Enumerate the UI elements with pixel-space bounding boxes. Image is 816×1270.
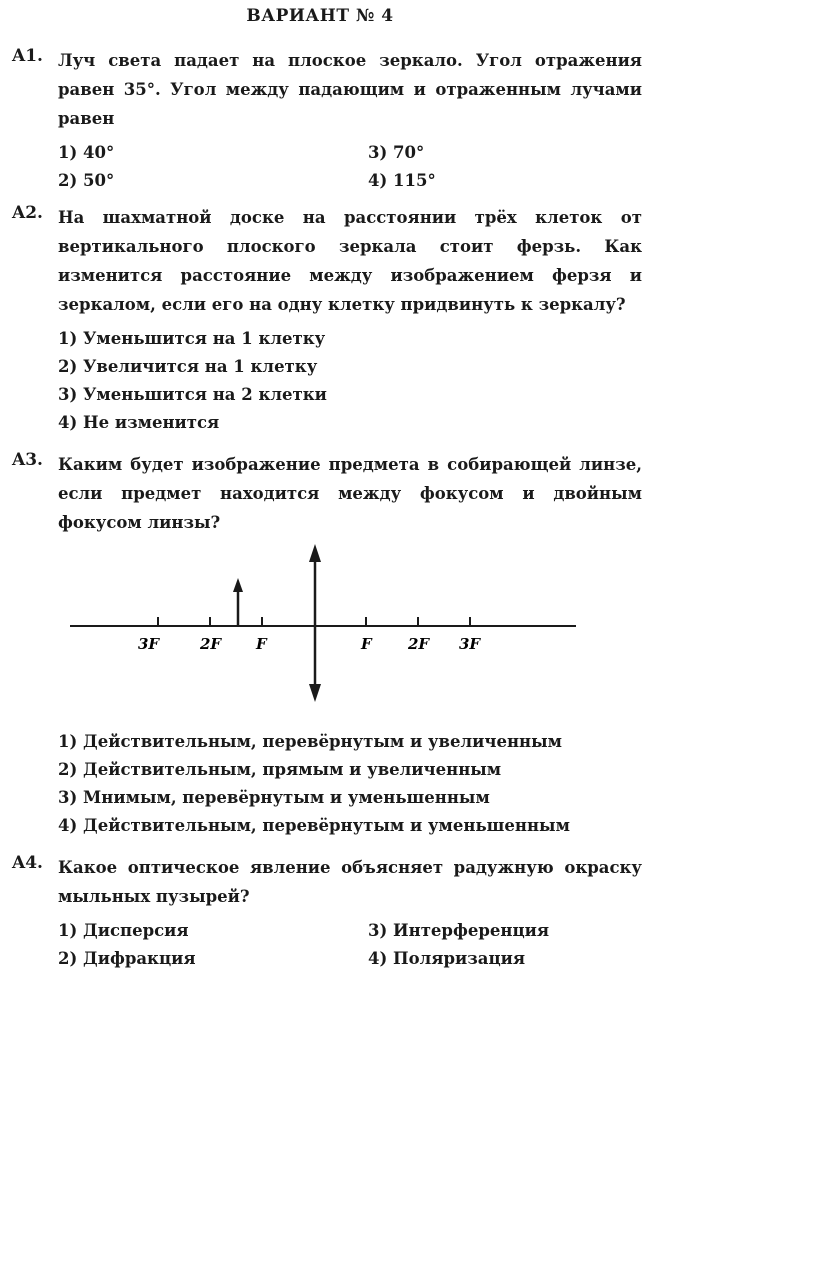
answer-options [58, 325, 642, 437]
answer-option[interactable]: 1) Уменьшится на 1 клетку [58, 329, 326, 348]
answer-option[interactable]: 4) 115° [368, 171, 436, 190]
question-a3 [12, 450, 642, 537]
axis-label: F [361, 635, 372, 653]
question-text: Какое оптическое явление объясняет радужную окраску мыльных пузырей? [58, 858, 642, 906]
question-text: Луч света падает на плоское зеркало. Угол отражения равен 35°. Угол между падающим и отраженным лучами равен [58, 51, 642, 128]
answer-option[interactable]: 1) Действительным, перевёрнутым и увеличенным [58, 732, 562, 751]
answer-options [58, 917, 642, 973]
answer-option[interactable]: 2) Дифракция [58, 949, 196, 968]
question-number: A3. [12, 450, 43, 470]
lens-diagram [0, 540, 640, 710]
variant-title: ВАРИАНТ № 4 [246, 6, 394, 26]
question-a2 [12, 203, 642, 437]
answer-option[interactable]: 1) Дисперсия [58, 921, 189, 940]
axis-label: F [256, 635, 267, 653]
axis-label: 2F [408, 635, 430, 653]
answer-option[interactable]: 4) Действительным, перевёрнутым и уменьшенным [58, 816, 570, 835]
question-text: На шахматной доске на расстоянии трёх клеток от вертикального плоского зеркала стоит ферзь. Как изменится расстояние между изображением ферзя и зеркалом, если его на одну клетку придвинуть к зеркалу? [58, 208, 642, 314]
question-number: A2. [12, 203, 43, 223]
answer-option[interactable]: 1) 40° [58, 143, 115, 162]
question-a4 [12, 853, 642, 973]
question-a3-options [12, 728, 642, 840]
lens-arrow-down-icon [309, 684, 321, 702]
answer-option[interactable]: 2) 50° [58, 171, 115, 190]
question-text: Каким будет изображение предмета в собирающей линзе, если предмет находится между фокусом и двойным фокусом линзы? [58, 455, 642, 532]
lens-arrow-up-icon [309, 544, 321, 562]
axis-label: 3F [138, 635, 160, 653]
answer-option[interactable]: 3) 70° [368, 143, 425, 162]
question-number: A4. [12, 853, 43, 873]
answer-option[interactable]: 3) Интерференция [368, 921, 550, 940]
axis-label: 3F [459, 635, 481, 653]
answer-option[interactable]: 2) Действительным, прямым и увеличенным [58, 760, 502, 779]
answer-option[interactable]: 3) Мнимым, перевёрнутым и уменьшенным [58, 788, 490, 807]
object-arrow-head-icon [233, 578, 243, 592]
question-number: A1. [12, 46, 43, 66]
answer-option[interactable]: 4) Поляризация [368, 949, 526, 968]
answer-option[interactable]: 2) Увеличится на 1 клетку [58, 357, 318, 376]
axis-label: 2F [200, 635, 222, 653]
answer-options [58, 728, 642, 840]
answer-options [58, 139, 642, 195]
answer-option[interactable]: 3) Уменьшится на 2 клетки [58, 385, 327, 404]
answer-option[interactable]: 4) Не изменится [58, 413, 220, 432]
question-a1 [12, 46, 642, 195]
